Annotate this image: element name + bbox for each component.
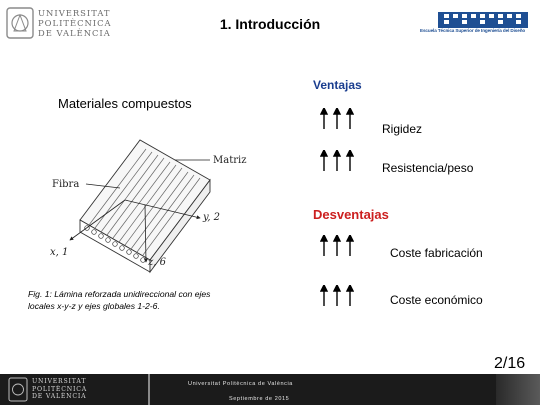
desventajas-heading: Desventajas — [313, 207, 389, 222]
etsi-logo-text: Escuela Técnica Superior de Ingeniería del Diseño — [420, 28, 526, 33]
section-heading-materiales: Materiales compuestos — [58, 96, 192, 111]
laminate-figure — [40, 120, 260, 285]
etsi-logo — [420, 10, 530, 36]
footer-bar — [0, 374, 540, 405]
footer-divider — [148, 374, 150, 405]
up-arrows-icon — [320, 108, 354, 130]
ventajas-heading: Ventajas — [313, 78, 362, 92]
footer-upv-logo-text: UNIVERSITAT POLITÈCNICA DE VALÈNCIA — [32, 378, 88, 400]
up-arrows-icon — [320, 285, 354, 307]
etsi-building-icon — [420, 10, 530, 28]
desventaja-item-fabricacion: Coste fabricación — [390, 246, 483, 260]
footer-image — [496, 374, 540, 405]
label-matriz: Matriz — [213, 155, 247, 166]
label-z6: z, 6 — [148, 257, 166, 268]
ventaja-item-resistencia: Resistencia/peso — [382, 161, 474, 175]
page-number: 2/16 — [494, 355, 526, 372]
label-fibra: Fibra — [52, 179, 80, 190]
desventaja-item-economico: Coste económico — [390, 293, 483, 307]
up-arrows-icon — [320, 235, 354, 257]
page-title: 1. Introducción — [219, 16, 321, 32]
ventaja-item-rigidez: Rigidez — [382, 122, 423, 136]
footer-date: Septiembre de 2015 — [229, 396, 290, 402]
upv-logo-text: UNIVERSITAT POLITÈCNICA DE VALÈNCIA — [38, 8, 112, 38]
label-x1: x, 1 — [50, 247, 69, 258]
footer-university: Universitat Politècnica de València — [188, 381, 293, 387]
upv-seal-icon — [8, 377, 28, 402]
label-y2: y, 2 — [203, 212, 221, 223]
up-arrows-icon — [320, 150, 354, 172]
figure-caption: Fig. 1: Lámina reforzada unidireccional con ejes locales x-y-z y ejes globales 1-2-6. — [28, 289, 211, 311]
